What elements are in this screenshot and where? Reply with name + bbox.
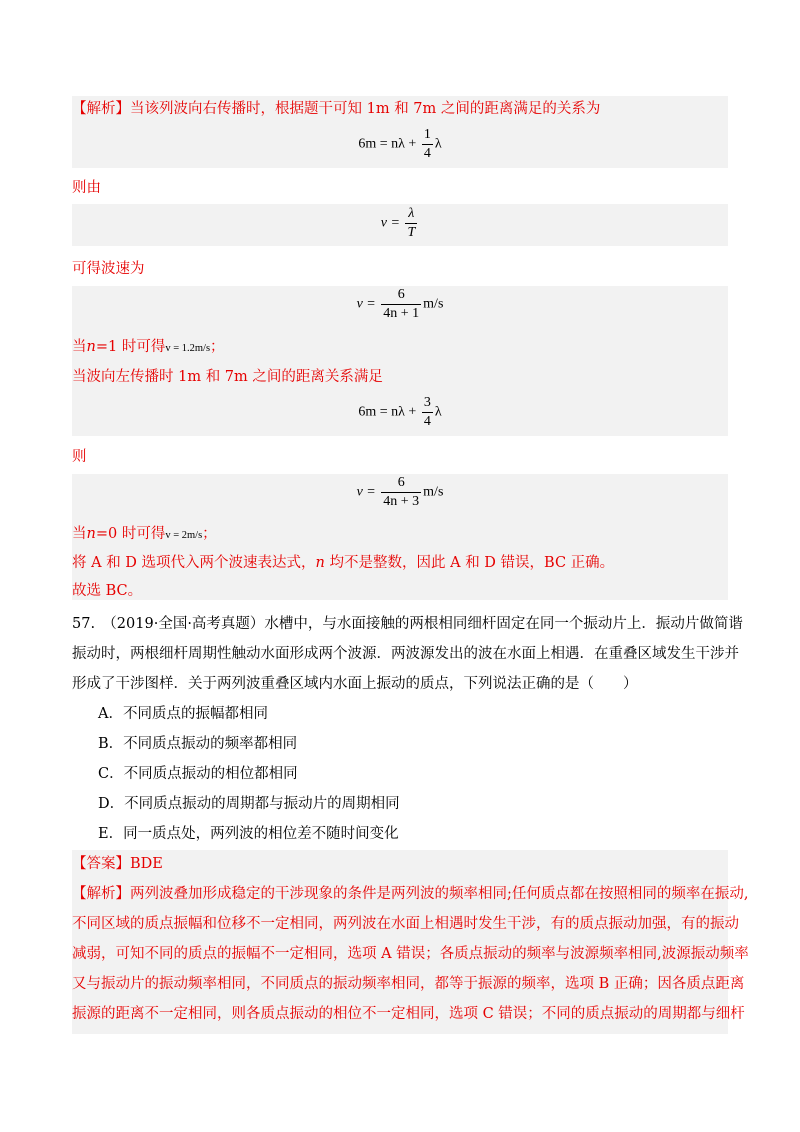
equation-3-denominator: 4n + 1: [383, 306, 420, 321]
case-1-value: v = 1.2m/s: [165, 343, 211, 354]
answer-line: 【答案】BDE: [72, 856, 163, 872]
equation-1-fraction: [422, 126, 433, 163]
equation-5-fraction: [381, 474, 421, 511]
equation-4-numerator: 3: [422, 394, 433, 413]
then-line-1: 则由: [72, 180, 101, 196]
choose-line: 故选 BC。: [72, 583, 143, 599]
explanation-line-2: 不同区域的质点振幅和位移不一定相同，两列波在水面上相遇时发生干涉，有的质点振动加强，有的振动: [72, 916, 739, 932]
equation-1-tail: λ: [434, 136, 442, 152]
equation-3-lhs: v =: [356, 296, 380, 312]
case-1-line: [72, 336, 225, 360]
equation-4: [72, 394, 728, 431]
explanation-line-4: 又与振动片的振动频率相同，不同质点的振动频率相同，都等于振源的频率，选项 B 正确；因各质点距离: [72, 976, 745, 992]
equation-3-fraction: [381, 286, 421, 323]
equation-5-numerator: 6: [381, 474, 421, 493]
case-1-prefix: 当: [72, 339, 87, 355]
equation-3-tail: m/s: [423, 296, 444, 312]
case-2-prefix: 当: [72, 526, 87, 542]
equation-1-denominator: 4: [423, 146, 431, 161]
option-b: B．不同质点振动的频率都相同: [98, 736, 298, 752]
equation-4-tail: λ: [434, 404, 442, 420]
equation-1: [72, 126, 728, 163]
equation-2-lhs: v =: [380, 215, 404, 231]
case-2-variable: n: [86, 526, 96, 542]
equation-1-lhs: 6m = nλ +: [358, 136, 420, 152]
analysis-line-1: 【解析】当该列波向右传播时，根据题干可知 1m 和 7m 之间的距离满足的关系为: [72, 101, 601, 117]
equation-4-lhs: 6m = nλ +: [358, 404, 420, 420]
equation-2-numerator: λ: [405, 205, 417, 224]
question-57-line-2: 振动时，两根细杆周期性触动水面形成两个波源．两波源发出的波在水面上相遇．在重叠区域发生干涉并: [72, 646, 739, 662]
equation-5-lhs: v =: [356, 484, 380, 500]
question-57-line-1: 57. （2019·全国·高考真题）水槽中，与水面接触的两根相同细杆固定在同一个振动片上．振动片做简谐: [72, 616, 743, 632]
equation-5: [72, 474, 728, 511]
left-propagation-line: 当波向左传播时 1m 和 7m 之间的距离关系满足: [72, 369, 383, 385]
option-e: E．同一质点处，两列波的相位差不随时间变化: [98, 826, 399, 842]
question-57-line-3: 形成了干涉图样．关于两列波重叠区域内水面上振动的质点，下列说法正确的是（ ）: [72, 676, 638, 692]
substitute-line: [72, 552, 614, 574]
equation-3-numerator: 6: [381, 286, 421, 305]
equation-4-fraction: [422, 394, 433, 431]
then-line-2: 则: [72, 449, 87, 465]
case-1-variable: n: [86, 339, 96, 355]
equation-2: [72, 205, 728, 242]
substitute-variable: n: [315, 555, 325, 571]
case-2-value: v = 2m/s: [165, 530, 203, 541]
equation-3: [72, 286, 728, 323]
equation-5-denominator: 4n + 3: [383, 494, 420, 509]
explanation-line-1: 【解析】两列波叠加形成稳定的干涉现象的条件是两列波的频率相同;任何质点都在按照相同的频率在振动,: [72, 886, 749, 902]
option-a: A．不同质点的振幅都相同: [98, 706, 268, 722]
equation-2-denominator: T: [407, 225, 416, 240]
case-1-end: ；: [210, 339, 225, 355]
explanation-line-3: 减弱，可知不同的质点的振幅不一定相同，选项 A 错误；各质点振动的频率与波源频率相同,波源振动频率: [72, 946, 749, 962]
case-2-line: [72, 523, 217, 547]
equation-2-fraction: [405, 205, 417, 242]
equation-4-denominator: 4: [423, 414, 431, 429]
equation-5-tail: m/s: [423, 484, 444, 500]
explanation-line-5: 振源的距离不一定相同，则各质点振动的相位不一定相同，选项 C 错误；不同的质点振动的周期都与细杆: [72, 1006, 745, 1022]
option-c: C．不同质点振动的相位都相同: [98, 766, 298, 782]
case-2-end: ；: [202, 526, 217, 542]
case-2-text: =0 时可得: [95, 526, 166, 542]
option-d: D．不同质点振动的周期都与振动片的周期相同: [98, 796, 400, 812]
case-1-text: =1 时可得: [95, 339, 166, 355]
speed-intro-line: 可得波速为: [72, 261, 145, 277]
substitute-text-a: 将 A 和 D 选项代入两个波速表达式，: [72, 555, 316, 571]
equation-1-numerator: 1: [422, 126, 433, 145]
substitute-text-b: 均不是整数，因此 A 和 D 错误，BC 正确。: [324, 555, 615, 571]
